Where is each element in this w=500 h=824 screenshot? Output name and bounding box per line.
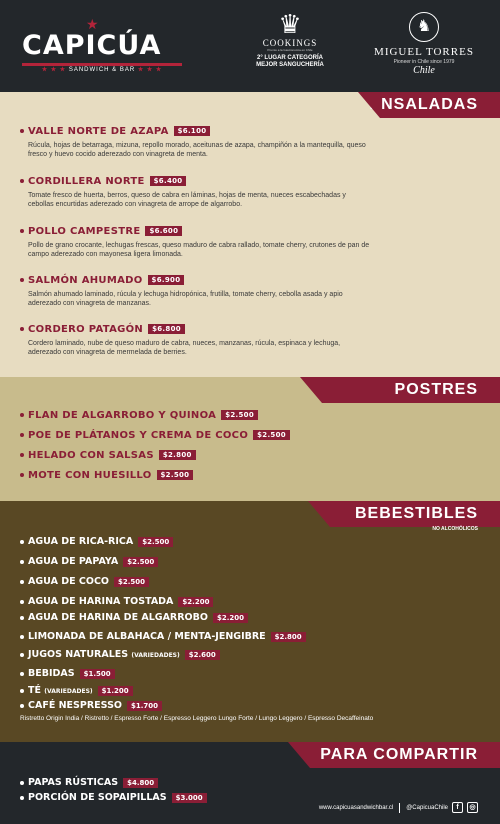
dessert-name: POE DE PLÁTANOS Y CREMA DE COCO bbox=[28, 430, 249, 441]
share-name: PORCIÓN DE SOPAIPILLAS bbox=[28, 792, 167, 803]
award-line-1: 2° LUGAR CATEGORÍA bbox=[257, 55, 323, 61]
section-compartir bbox=[0, 742, 500, 824]
drink-name: TÉ bbox=[28, 685, 41, 696]
header bbox=[0, 0, 500, 92]
capicua-logo: ★ CAPICÚA ★ ★ ★ SANDWICH & BAR ★ ★ ★ bbox=[22, 30, 182, 73]
salad-name: SALMÓN AHUMADO bbox=[28, 275, 143, 286]
drink-item bbox=[20, 668, 115, 679]
cookings-tagline: Premio a la Gastronomía en Chile bbox=[267, 48, 313, 52]
bullet-icon bbox=[20, 616, 24, 620]
section-postres bbox=[0, 377, 500, 501]
non-alcoholic-note: NO ALCOHÓLICOS bbox=[432, 526, 478, 532]
salad-name: CORDILLERA NORTE bbox=[28, 176, 145, 187]
drink-price: $2.200 bbox=[213, 613, 248, 623]
bullet-icon bbox=[20, 672, 24, 676]
drink-price: $1.200 bbox=[98, 686, 133, 696]
drink-item bbox=[20, 700, 162, 711]
share-item bbox=[20, 777, 158, 788]
instagram-icon[interactable]: ◎ bbox=[467, 802, 478, 813]
salad-description: Tomate fresco de huerta, berros, queso de cabra en láminas, hojas de menta, nueces escabechadas y cebollas encurtidas aderezado con vinagreta de arrope de algarrobo. bbox=[28, 192, 346, 208]
drink-price: $2.500 bbox=[138, 537, 173, 547]
drink-variety: (VARIEDADES) bbox=[131, 652, 180, 659]
bullet-icon bbox=[20, 129, 24, 133]
salad-item bbox=[20, 126, 370, 159]
drink-name: AGUA DE HARINA DE ALGARROBO bbox=[28, 612, 208, 623]
salad-price: $6.400 bbox=[150, 176, 187, 186]
drink-name: CAFÉ NESPRESSO bbox=[28, 700, 122, 711]
bullet-icon bbox=[20, 796, 24, 800]
torres-chile: Chile bbox=[413, 65, 435, 76]
drink-price: $2.500 bbox=[114, 577, 149, 587]
drink-name: LIMONADA DE ALBAHACA / MENTA-JENGIBRE bbox=[28, 631, 266, 642]
dessert-item bbox=[20, 410, 258, 421]
drink-item bbox=[20, 576, 149, 587]
bullet-icon bbox=[20, 689, 24, 693]
dessert-item bbox=[20, 450, 196, 461]
nespresso-variants: Ristretto Origin India / Ristretto / Espresso Forte / Espresso Leggero Lungo Forte / Lungo Leggero / Espresso Decaffeinato bbox=[20, 715, 374, 722]
salad-name: VALLE NORTE DE AZAPA bbox=[28, 126, 169, 137]
bullet-icon bbox=[20, 653, 24, 657]
share-item bbox=[20, 792, 207, 803]
dessert-name: FLAN DE ALGARROBO Y QUINOA bbox=[28, 410, 217, 421]
drink-item bbox=[20, 685, 133, 696]
bullet-icon bbox=[20, 635, 24, 639]
drink-price: $2.500 bbox=[123, 557, 158, 567]
drink-price: $2.600 bbox=[185, 650, 220, 660]
share-price: $4.800 bbox=[123, 778, 158, 788]
dessert-item bbox=[20, 470, 193, 481]
drink-name: AGUA DE PAPAYA bbox=[28, 556, 119, 567]
bullet-icon bbox=[20, 540, 24, 544]
drink-item bbox=[20, 536, 173, 547]
star-icon: ★ bbox=[86, 16, 99, 32]
drink-name: AGUA DE HARINA TOSTADA bbox=[28, 596, 174, 607]
salad-item bbox=[20, 324, 370, 357]
drink-item bbox=[20, 649, 220, 660]
salad-description: Salmón ahumado laminado, rúcula y lechuga hidropónica, frutilla, tomate cherry, cebolla asada y apio aderezado con vinagreta de manzanas. bbox=[28, 291, 343, 307]
dessert-price: $2.500 bbox=[253, 430, 290, 440]
salad-description: Pollo de grano crocante, lechugas frescas, queso maduro de cabra rallado, tomate cherry, crutones de pan de campo aderezado con mayonesa ligera limonada. bbox=[28, 242, 370, 258]
torres-name: MIGUEL TORRES bbox=[374, 46, 474, 58]
bullet-icon bbox=[20, 229, 24, 233]
drink-item bbox=[20, 556, 158, 567]
bebestibles-banner: BEBESTIBLES bbox=[330, 501, 500, 527]
torres-pioneer: Pioneer in Chile since 1979 bbox=[393, 59, 455, 65]
bullet-icon bbox=[20, 580, 24, 584]
logo-word: CAPICÚA bbox=[22, 30, 162, 61]
bullet-icon bbox=[20, 433, 24, 437]
drink-item bbox=[20, 631, 306, 642]
section-ensaladas bbox=[0, 92, 500, 377]
ensaladas-banner: ENSALADAS bbox=[380, 92, 500, 118]
llama-icon: ♞ bbox=[409, 12, 439, 42]
bullet-icon bbox=[20, 600, 24, 604]
salad-name: CORDERO PATAGÓN bbox=[28, 324, 144, 335]
salad-item bbox=[20, 226, 370, 259]
dessert-price: $2.500 bbox=[157, 470, 194, 480]
bullet-icon bbox=[20, 413, 24, 417]
facebook-icon[interactable]: f bbox=[452, 802, 463, 813]
salad-description: Cordero laminado, nube de queso maduro de cabra, nueces, manzanas, rúcula, espinaca y lechuga, aderezado con vinagreta de mermelada de berries. bbox=[28, 340, 341, 356]
bullet-icon bbox=[20, 704, 24, 708]
salad-price: $6.600 bbox=[145, 226, 182, 236]
dessert-name: HELADO CON SALSAS bbox=[28, 450, 154, 461]
miguel-torres-logo bbox=[365, 12, 483, 76]
salad-name: POLLO CAMPESTRE bbox=[28, 226, 141, 237]
divider bbox=[399, 803, 400, 813]
salad-price: $6.900 bbox=[148, 275, 185, 285]
bullet-icon bbox=[20, 278, 24, 282]
cookings-brand: COOKINGS bbox=[262, 38, 318, 48]
award-line-2: MEJOR SANGUCHERÍA bbox=[256, 62, 324, 68]
website-link[interactable]: www.capicuasandwichbar.cl bbox=[318, 804, 394, 811]
share-price: $3.000 bbox=[172, 793, 207, 803]
cookings-award bbox=[250, 10, 330, 69]
salad-item bbox=[20, 176, 370, 209]
drink-name: AGUA DE RICA-RICA bbox=[28, 536, 134, 547]
salad-price: $6.800 bbox=[148, 324, 185, 334]
dessert-price: $2.800 bbox=[159, 450, 196, 460]
section-bebestibles bbox=[0, 501, 500, 742]
drink-price: $2.200 bbox=[178, 597, 213, 607]
drink-price: $1.500 bbox=[80, 669, 115, 679]
bullet-icon bbox=[20, 179, 24, 183]
dessert-item bbox=[20, 430, 290, 441]
drink-price: $1.700 bbox=[127, 701, 162, 711]
dessert-price: $2.500 bbox=[221, 410, 258, 420]
bullet-icon bbox=[20, 781, 24, 785]
footer bbox=[319, 802, 478, 813]
salad-price: $6.100 bbox=[174, 126, 211, 136]
drink-name: BEBIDAS bbox=[28, 668, 75, 679]
drink-variety: (VARIEDADES) bbox=[44, 688, 93, 695]
drink-name: JUGOS NATURALES bbox=[28, 649, 129, 660]
crown-icon: ♛ bbox=[278, 9, 302, 39]
share-name: PAPAS RÚSTICAS bbox=[28, 777, 119, 788]
bullet-icon bbox=[20, 473, 24, 477]
drink-item bbox=[20, 596, 213, 607]
bullet-icon bbox=[20, 453, 24, 457]
salad-description: Rúcula, hojas de betarraga, mizuna, repollo morado, aceitunas de azapa, champiñón a la mantequilla, queso fresco y huevo cocido aderezado con vinagreta de menta. bbox=[28, 142, 366, 158]
drink-item bbox=[20, 612, 248, 623]
bullet-icon bbox=[20, 327, 24, 331]
drink-name: AGUA DE COCO bbox=[28, 576, 110, 587]
logo-subtitle: SANDWICH & BAR bbox=[68, 67, 136, 73]
compartir-banner: PARA COMPARTIR bbox=[310, 742, 500, 768]
postres-banner: POSTRES bbox=[322, 377, 500, 403]
salad-item bbox=[20, 275, 370, 308]
dessert-name: MOTE CON HUESILLO bbox=[28, 470, 152, 481]
social-handle[interactable]: @CapicuaChile bbox=[406, 804, 448, 811]
bullet-icon bbox=[20, 560, 24, 564]
drink-price: $2.800 bbox=[271, 632, 306, 642]
